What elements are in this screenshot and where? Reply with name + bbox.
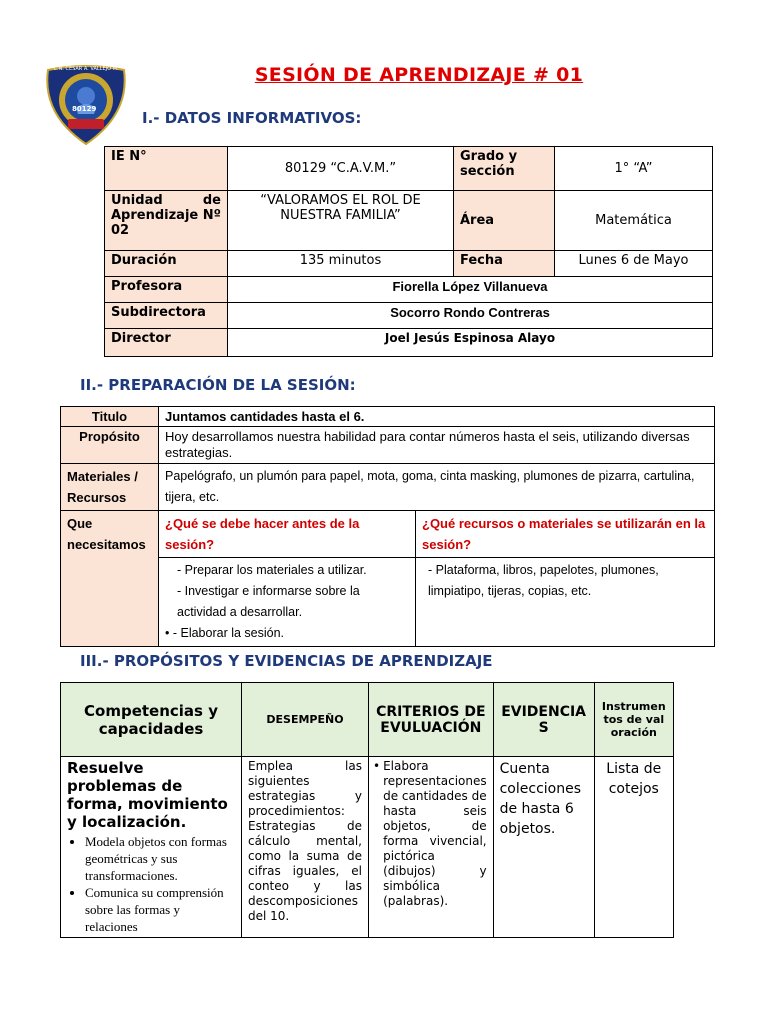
capacidad-item: • Modela objetos con formas geométricas y sus transformaciones. (85, 833, 235, 884)
profesora-value: Fiorella López Villanueva (228, 277, 713, 303)
competencia-cell (61, 757, 242, 938)
section-heading-datos: I.- DATOS INFORMATIVOS: (142, 109, 362, 127)
area-label: Área (454, 191, 555, 251)
titulo-label: Titulo (61, 407, 159, 427)
desempeno-value: Emplea las siguientes estrategias y procedimientos: Estrategias de cálculo mental, como la suma de cifras iguales, el conteo y las descomposiciones del 10. (242, 757, 369, 938)
subdirectora-label: Subdirectora (105, 303, 228, 329)
unidad-value: “VALORAMOS EL ROL DE NUESTRA FAMILIA” (228, 191, 454, 251)
criterio-value: Elabora representaciones de cantidades de hasta seis objetos, de forma vivencial, pictórica (dibujos) y simbólica (palabras). (383, 759, 487, 908)
evidencias-header: EVIDENCIAS (493, 683, 594, 757)
subdirectora-value: Socorro Rondo Contreras (228, 303, 713, 329)
logo-number: 80129 (72, 105, 97, 113)
desempeno-header: DESEMPEÑO (242, 683, 369, 757)
titulo-value: Juntamos cantidades hasta el 6. (159, 407, 715, 427)
instrumento-value: Lista de cotejos (594, 757, 673, 938)
director-label: Director (105, 329, 228, 357)
fecha-value: Lunes 6 de Mayo (555, 251, 713, 277)
ie-label: IE N° (105, 147, 228, 191)
antes-item: - Preparar los materiales a utilizar. (177, 563, 367, 577)
proposito-value: Hoy desarrollamos nuestra habilidad para contar números hasta el seis, utilizando diversas estrategias. (159, 427, 715, 464)
page-title: SESIÓN DE APRENDIZAJE # 01 (254, 64, 584, 86)
duracion-value: 135 minutos (228, 251, 454, 277)
datos-informativos-table (104, 146, 713, 357)
fecha-label: Fecha (454, 251, 555, 277)
recursos-value: - Plataforma, libros, papelotes, plumones, limpiatipo, tijeras, copias, etc. (416, 558, 715, 647)
propositos-table (60, 682, 674, 938)
logo-text: C.N. CESAR A. VALLEJO M. (53, 66, 119, 72)
bullet-icon: • (373, 759, 381, 773)
area-value: Matemática (555, 191, 713, 251)
antes-item: • - Elaborar la sesión. (165, 626, 285, 640)
preparacion-table (60, 406, 715, 647)
criterio-cell (369, 757, 494, 938)
recursos-heading: ¿Qué recursos o materiales se utilizarán en la sesión? (416, 511, 715, 558)
duracion-label: Duración (105, 251, 228, 277)
grado-value: 1° “A” (555, 147, 713, 191)
materiales-value: Papelógrafo, un plumón para papel, mota, goma, cinta masking, plumones de pizarra, cartulina, tijera, etc. (159, 464, 715, 511)
instrumento-header: Instrumentos de valoración (594, 683, 673, 757)
evidencia-value: Cuenta colecciones de hasta 6 objetos. (493, 757, 594, 938)
section-heading-preparacion: II.- PREPARACIÓN DE LA SESIÓN: (80, 376, 356, 394)
profesora-label: Profesora (105, 277, 228, 303)
materiales-label: Materiales / Recursos (61, 464, 159, 511)
capacidades-list (67, 833, 235, 935)
unidad-label: Unidad de Aprendizaje Nº 02 (105, 191, 228, 251)
ie-value: 80129 “C.A.V.M.” (228, 147, 454, 191)
proposito-label: Propósito (61, 427, 159, 464)
antes-list (159, 558, 416, 647)
antes-item: - Investigar e informarse sobre la actividad a desarrollar. (177, 584, 360, 619)
necesitamos-label: Que necesitamos (61, 511, 159, 647)
capacidad-item: • Comunica su comprensión sobre las formas y relaciones (85, 884, 235, 935)
antes-heading: ¿Qué se debe hacer antes de la sesión? (159, 511, 416, 558)
competencias-header: Competencias y capacidades (61, 683, 242, 757)
criterios-header: CRITERIOS DE EVULUACIÓN (369, 683, 494, 757)
grado-label: Grado y sección (454, 147, 555, 191)
director-value: Joel Jesús Espinosa Alayo (228, 329, 713, 357)
competencia-title: Resuelve problemas de forma, movimiento y localización. (67, 759, 228, 831)
section-heading-propositos: III.- PROPÓSITOS Y EVIDENCIAS DE APRENDIZAJE (80, 652, 493, 670)
